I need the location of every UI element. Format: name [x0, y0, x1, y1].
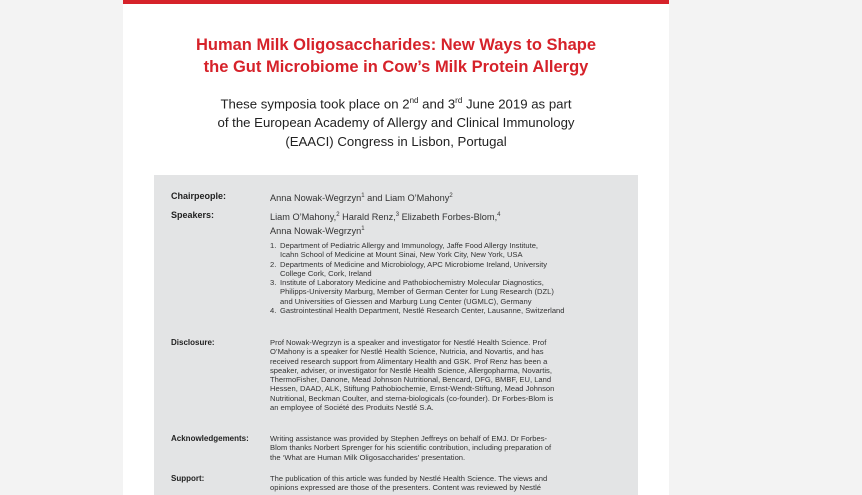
- intro-text-2: and 3: [418, 96, 456, 112]
- support-text: [270, 474, 626, 493]
- disclosure-text: [270, 338, 626, 412]
- header-accent-bar: [123, 0, 669, 4]
- speaker-1-sup: 2: [336, 212, 340, 218]
- ack-line: Writing assistance was provided by Stephen Jeffreys on behalf of EMJ. Dr Forbes-: [270, 434, 548, 443]
- support-line: opinions expressed are those of the presenters. Content was reviewed by Nestlé: [270, 483, 541, 493]
- disclosure-line: Nutritional, Beckman Coulter, and sterna-biologicals (co-founder). Dr Forbes-Blom is: [270, 393, 554, 403]
- affiliations-list: [270, 241, 626, 315]
- speakers-line-1: [270, 210, 626, 224]
- disclosure-line: speaker, adviser, or investigator for Nestlé Health Science, Allergopharma, Novartis,: [270, 365, 552, 375]
- ack-line: the ‘What are Human Milk Oligosaccharides’ presentation.: [270, 452, 466, 462]
- intro-text-1: These symposia took place on 2: [220, 96, 410, 112]
- speaker-2-sup: 3: [395, 212, 400, 218]
- chairpeople-value: [270, 191, 626, 205]
- intro-sup-2: rd: [455, 96, 463, 105]
- acknowledgements-text: [270, 434, 626, 462]
- affiliation-item: [270, 278, 626, 306]
- affiliation-line: Institute of Laboratory Medicine and Pathobiochemistry Molecular Diagnostics,: [280, 278, 544, 288]
- affiliation-number: 1.: [270, 241, 277, 250]
- affiliation-line: Departments of Medicine and Microbiology, APC Microbiome Ireland, University: [280, 259, 548, 269]
- disclosure-line: Hessen, DAAD, ALK, Stiftung Pathobiochemie, Ernst-Wendt-Stiftung, Mead Johnson: [270, 384, 555, 394]
- chair-name-1: Anna Nowak-Wegrzyn: [270, 193, 362, 204]
- affiliation-item: [270, 260, 626, 279]
- affiliation-line: and Universities of Giessen and Marburg Lung Center (UGMLC), Germany: [280, 296, 532, 306]
- speaker-1: Liam O’Mahony,: [270, 212, 337, 223]
- support-label: Support:: [171, 474, 205, 483]
- affiliation-number: 3.: [270, 278, 277, 288]
- article-page: [123, 0, 669, 495]
- chairpeople-label: Chairpeople:: [171, 191, 227, 201]
- affiliation-number: 4.: [270, 306, 277, 316]
- speakers-value: [270, 210, 626, 237]
- affiliation-line: Department of Pediatric Allergy and Immunology, Jaffe Food Allergy Institute,: [280, 241, 539, 250]
- symposium-info-box: [154, 175, 638, 495]
- speaker-3-sup: 4: [497, 212, 501, 218]
- disclosure-line: O’Mahony is a speaker for Nestlé Health Science, Nutricia, and Novartis, and has: [270, 347, 544, 357]
- speakers-label: Speakers:: [171, 210, 215, 220]
- disclosure-line: received research support from Alimentary Health and GSK. Prof Renz has been a: [270, 356, 548, 366]
- symposium-intro: [123, 91, 669, 151]
- intro-line-3: (EAACI) Congress in Lisbon, Portugal: [285, 134, 507, 150]
- disclosure-label: Disclosure:: [171, 338, 215, 347]
- chair-sup-1: 1: [361, 193, 365, 199]
- chair-and: and: [364, 193, 386, 204]
- intro-line-1: [123, 91, 669, 113]
- intro-sup-1: nd: [409, 96, 419, 105]
- ack-line: Blom thanks Norbert Sprenger for his scientific contribution, including preparation of: [270, 443, 552, 453]
- affiliation-number: 2.: [270, 259, 277, 269]
- title-line-1: Human Milk Oligosaccharides: New Ways to Shape: [195, 36, 597, 54]
- disclosure-line: ThermoFisher, Danone, Mead Johnson Nutritional, Bencard, DFG, BMBF, EU, Land: [270, 375, 552, 385]
- affiliation-line: Gastrointestinal Health Department, Nestlé Research Center, Lausanne, Switzerland: [280, 306, 565, 316]
- affiliation-item: [270, 306, 626, 315]
- affiliation-item: [270, 241, 626, 260]
- affiliation-line: Philipps-University Marburg, Member of German Center for Lung Research (DZL): [280, 287, 554, 297]
- speaker-4-sup: 1: [361, 225, 365, 232]
- support-line: The publication of this article was funded by Nestlé Health Science. The views and: [270, 474, 548, 483]
- intro-line-2: of the European Academy of Allergy and Clinical Immunology: [217, 115, 575, 131]
- intro-text-3: June 2019 as part: [462, 96, 572, 112]
- affiliations-list-wrap: [270, 241, 626, 315]
- disclosure-line: an employee of Société des Produits Nestlé S.A.: [270, 403, 434, 413]
- speakers-line-2: [270, 224, 626, 238]
- chair-sup-2: 2: [449, 193, 453, 199]
- disclosure-line: Prof Nowak-Wegrzyn is a speaker and investigator for Nestlé Health Science. Prof: [270, 338, 547, 347]
- article-title: [123, 34, 669, 78]
- chair-name-2: Liam O’Mahony: [385, 193, 450, 204]
- title-line-2: the Gut Microbiome in Cow’s Milk Protein Allergy: [203, 58, 589, 76]
- affiliation-line: Icahn School of Medicine at Mount Sinai, New York City, New York, USA: [280, 250, 523, 260]
- speaker-3: Elizabeth Forbes-Blom,: [399, 212, 498, 223]
- speaker-2: Harald Renz,: [339, 212, 396, 223]
- acknowledgements-label: Acknowledgements:: [171, 434, 249, 443]
- speaker-4: Anna Nowak-Wegrzyn: [270, 225, 362, 236]
- affiliation-line: College Cork, Cork, Ireland: [280, 268, 372, 278]
